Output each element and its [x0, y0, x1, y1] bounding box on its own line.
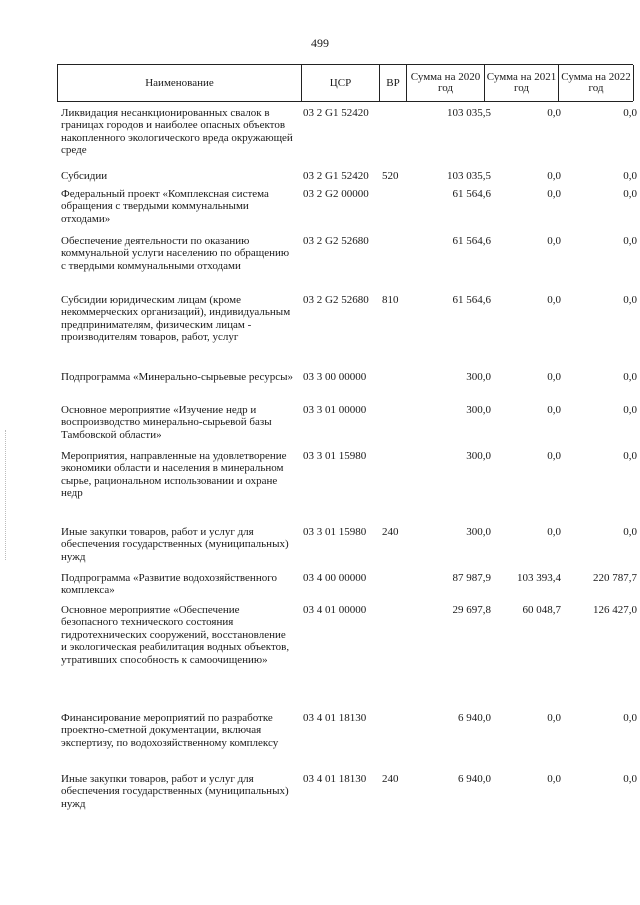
- row-sum-2021: 0,0: [547, 712, 561, 724]
- row-sum-2020: 300,0: [466, 371, 491, 383]
- row-sum-2021: 0,0: [547, 371, 561, 383]
- row-vr: 240: [382, 773, 399, 785]
- row-sum-2022: 126 427,0: [593, 604, 637, 616]
- row-csr: 03 2 G2 52680: [303, 294, 369, 306]
- row-sum-2022: 0,0: [623, 235, 637, 247]
- row-sum-2021: 0,0: [547, 107, 561, 119]
- row-csr: 03 2 G1 52420: [303, 170, 369, 182]
- row-name: Подпрограмма «Развитие водохозяйственного комплекса»: [61, 572, 277, 597]
- row-sum-2021: 60 048,7: [522, 604, 561, 616]
- row-name: Финансирование мероприятий по разработке проектно-сметной документации, включая экспертизу, по водохозяйственному комплексу: [61, 712, 279, 749]
- header-csr: ЦСР: [302, 65, 380, 101]
- row-sum-2022: 220 787,7: [593, 572, 637, 584]
- row-sum-2020: 61 564,6: [452, 235, 491, 247]
- budget-table: [57, 64, 637, 810]
- row-sum-2020: 6 940,0: [458, 712, 491, 724]
- row-sum-2020: 61 564,6: [452, 188, 491, 200]
- row-sum-2021: 103 393,4: [517, 572, 561, 584]
- row-sum-2021: 0,0: [547, 526, 561, 538]
- row-sum-2022: 0,0: [623, 526, 637, 538]
- row-sum-2021: 0,0: [547, 450, 561, 462]
- row-name: Субсидии юридическим лицам (кроме некоммерческих организаций), индивидуальным предпринимателям, физическим лицам - производителям товаров, работ, услуг: [61, 294, 291, 344]
- row-sum-2020: 300,0: [466, 526, 491, 538]
- row-sum-2021: 0,0: [547, 170, 561, 182]
- row-csr: 03 2 G2 00000: [303, 188, 369, 200]
- row-sum-2020: 103 035,5: [447, 170, 491, 182]
- row-name: Иные закупки товаров, работ и услуг для обеспечения государственных (муниципальных) нужд: [61, 526, 289, 563]
- page-number: 499: [311, 36, 329, 50]
- row-sum-2020: 29 697,8: [452, 604, 491, 616]
- row-name: Основное мероприятие «Обеспечение безопасного технического состояния гидротехнических сооружений, восстановление и экологическая реабилитация водных объектов, утративших способность к самоочищению»: [61, 604, 290, 666]
- row-csr: 03 3 01 15980: [303, 526, 367, 538]
- row-name: Мероприятия, направленные на удовлетворение экономики области и населения в минеральном сырье, рациональном использовании и охране недр: [61, 450, 287, 500]
- row-sum-2022: 0,0: [623, 294, 637, 306]
- header-sum-2020: Сумма на 2020 год: [407, 65, 485, 101]
- row-sum-2020: 61 564,6: [452, 294, 491, 306]
- row-sum-2021: 0,0: [547, 235, 561, 247]
- row-name: Обеспечение деятельности по оказанию коммунальной услуги населению по обращению с твердыми коммунальными отходами: [61, 235, 290, 272]
- row-sum-2022: 0,0: [623, 773, 637, 785]
- header-name: Наименование: [58, 65, 302, 101]
- row-sum-2022: 0,0: [623, 712, 637, 724]
- row-name: Федеральный проект «Комплексная система обращения с твердыми коммунальными отходами»: [61, 188, 269, 225]
- row-csr: 03 2 G2 52680: [303, 235, 369, 247]
- row-name: Основное мероприятие «Изучение недр и воспроизводство минерально-сырьевой базы Тамбовской области»: [61, 404, 272, 441]
- table-header: [57, 64, 633, 102]
- row-sum-2021: 0,0: [547, 188, 561, 200]
- row-csr: 03 4 01 00000: [303, 604, 367, 616]
- row-sum-2022: 0,0: [623, 371, 637, 383]
- row-csr: 03 4 00 00000: [303, 572, 367, 584]
- row-sum-2020: 6 940,0: [458, 773, 491, 785]
- row-vr: 240: [382, 526, 399, 538]
- row-name: Подпрограмма «Минерально-сырьевые ресурсы»: [61, 371, 294, 383]
- row-sum-2021: 0,0: [547, 404, 561, 416]
- row-sum-2022: 0,0: [623, 188, 637, 200]
- row-csr: 03 3 01 00000: [303, 404, 367, 416]
- row-sum-2022: 0,0: [623, 107, 637, 119]
- row-sum-2021: 0,0: [547, 294, 561, 306]
- row-csr: 03 4 01 18130: [303, 773, 367, 785]
- header-sum-2021: Сумма на 2021 год: [485, 65, 559, 101]
- row-name: Субсидии: [61, 170, 108, 182]
- row-sum-2020: 300,0: [466, 404, 491, 416]
- row-vr: 810: [382, 294, 399, 306]
- row-sum-2022: 0,0: [623, 450, 637, 462]
- row-sum-2020: 87 987,9: [452, 572, 491, 584]
- scan-margin-mark: [5, 430, 7, 560]
- row-name: Ликвидация несанкционированных свалок в границах городов и наиболее опасных объектов накопленного экологического вреда окружающей среде: [61, 107, 293, 157]
- row-sum-2020: 300,0: [466, 450, 491, 462]
- row-csr: 03 3 00 00000: [303, 371, 367, 383]
- row-sum-2022: 0,0: [623, 404, 637, 416]
- header-vr: ВР: [380, 65, 407, 101]
- row-csr: 03 3 01 15980: [303, 450, 367, 462]
- row-sum-2021: 0,0: [547, 773, 561, 785]
- row-sum-2020: 103 035,5: [447, 107, 491, 119]
- row-sum-2022: 0,0: [623, 170, 637, 182]
- row-vr: 520: [382, 170, 399, 182]
- row-csr: 03 2 G1 52420: [303, 107, 369, 119]
- row-csr: 03 4 01 18130: [303, 712, 367, 724]
- row-name: Иные закупки товаров, работ и услуг для обеспечения государственных (муниципальных) нужд: [61, 773, 289, 810]
- header-sum-2022: Сумма на 2022 год: [559, 65, 634, 101]
